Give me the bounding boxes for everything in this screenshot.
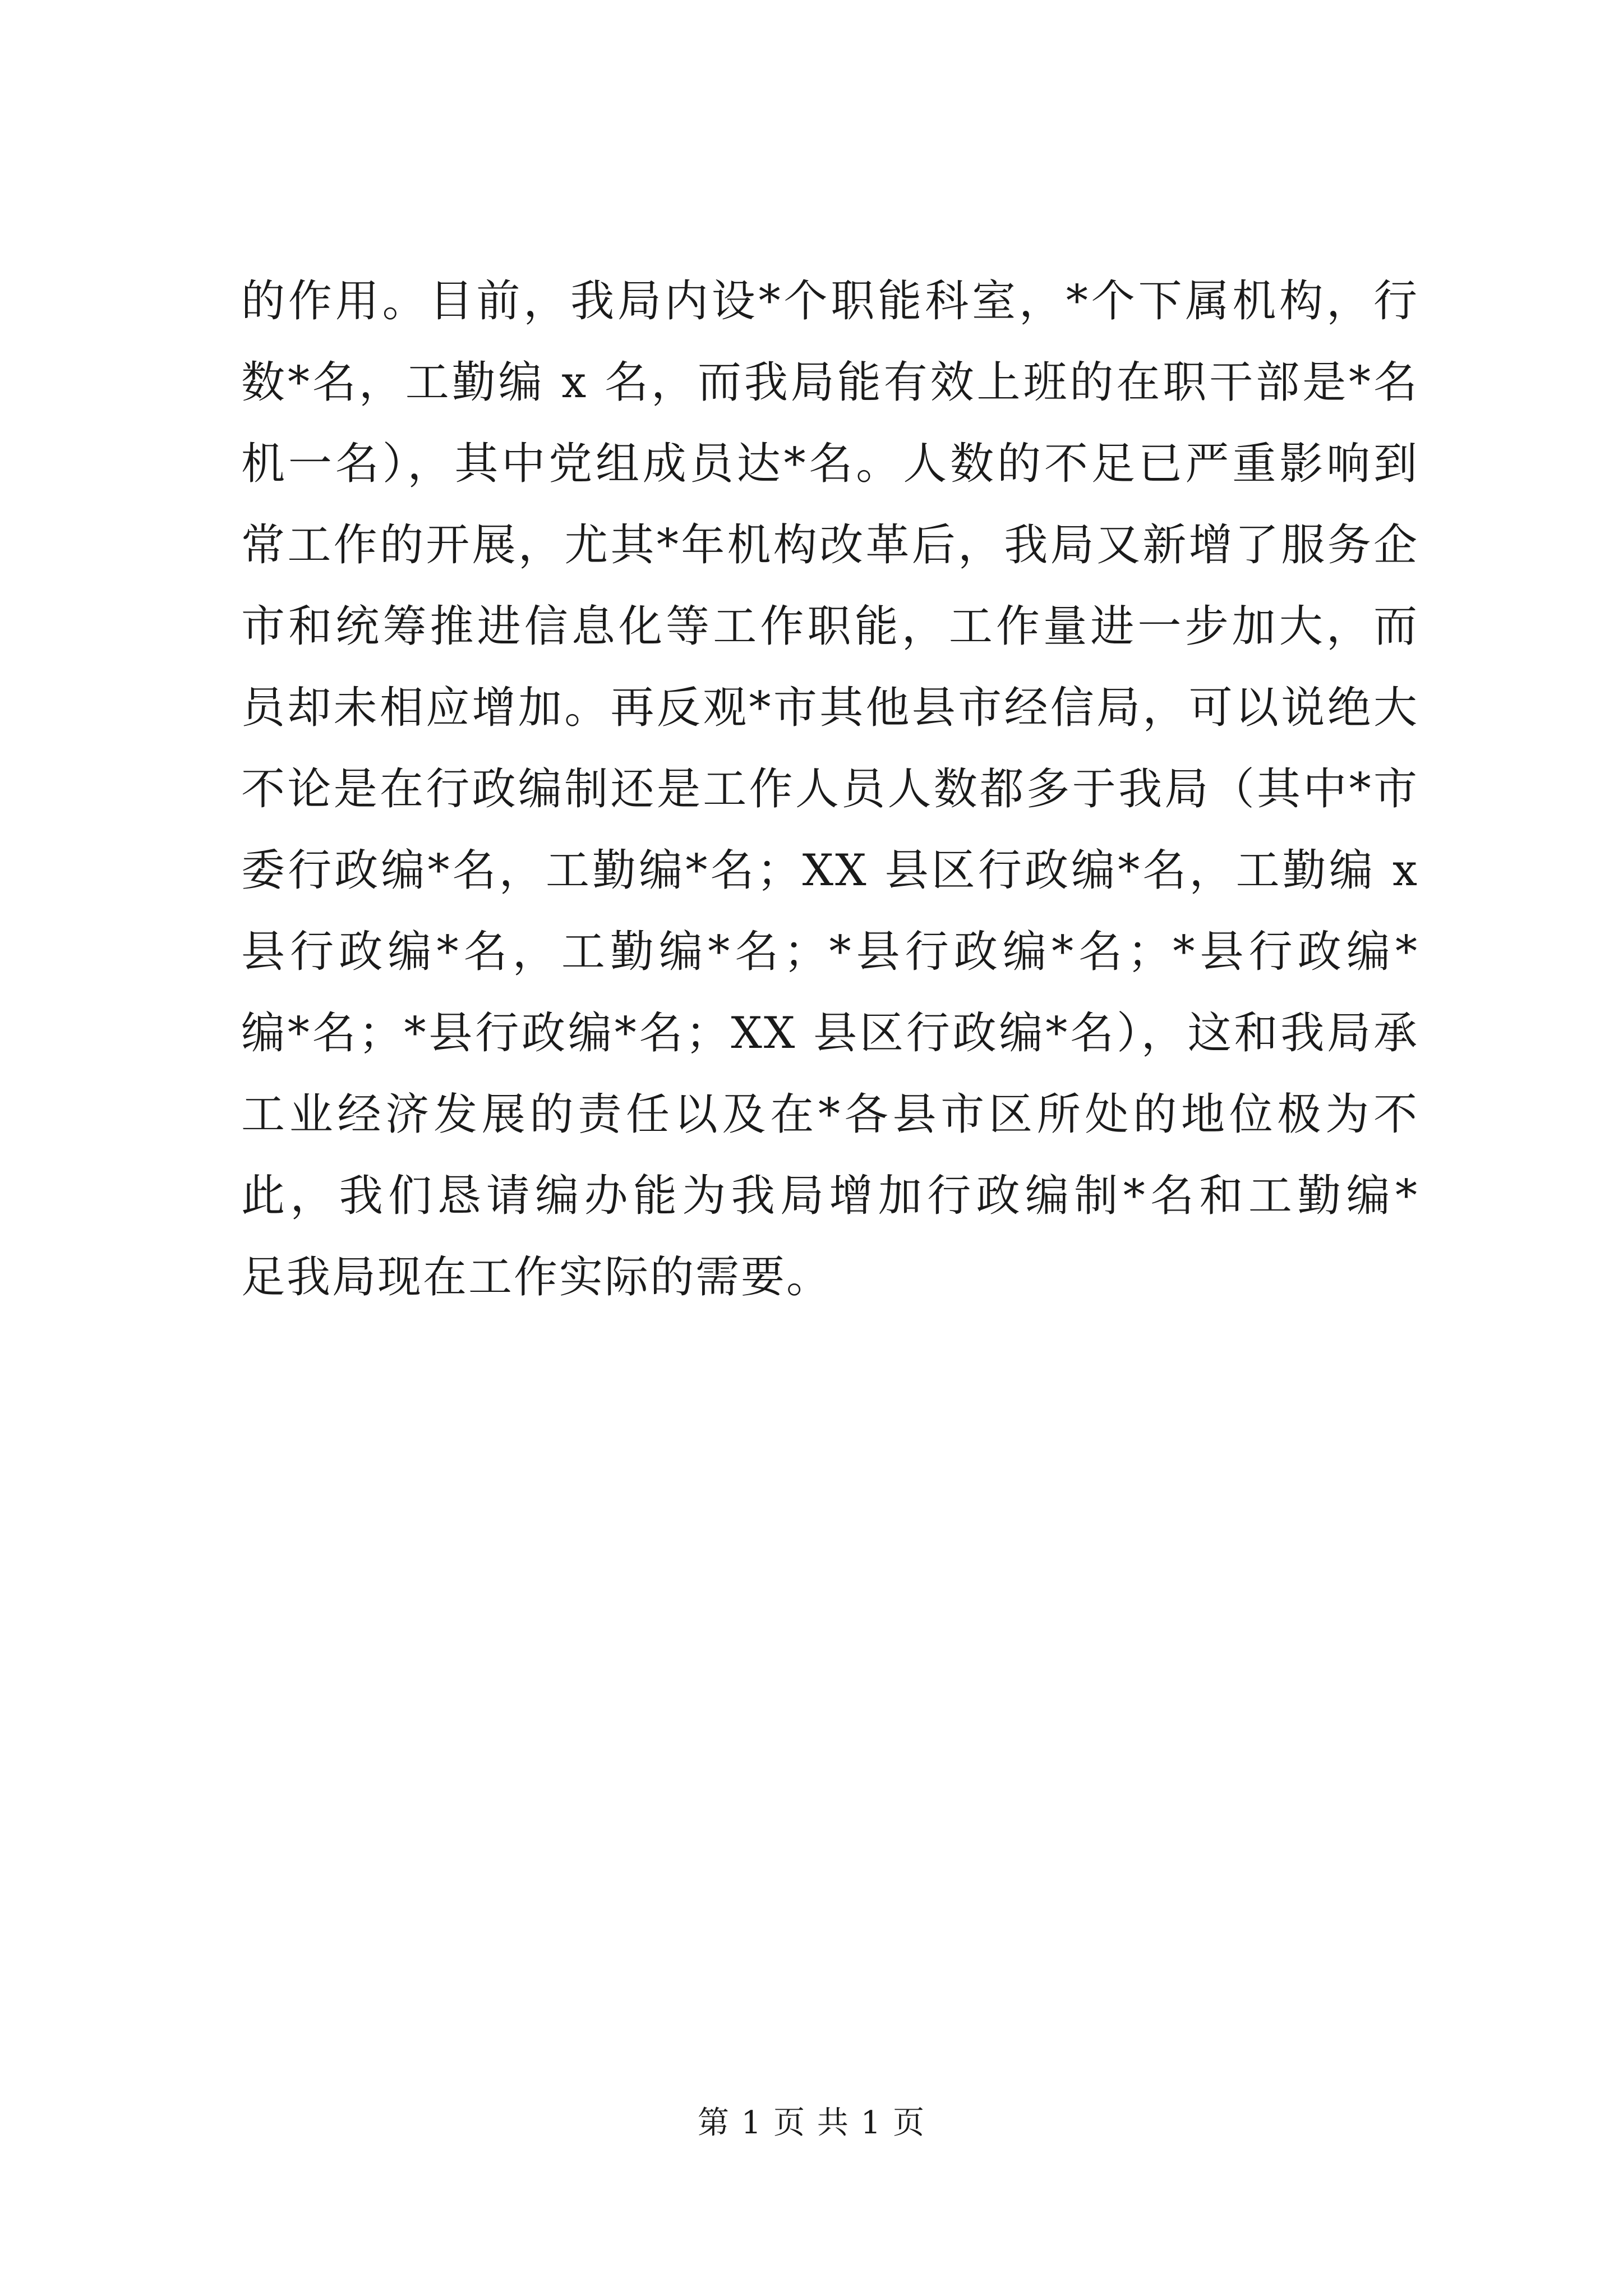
- text-line: 委行政编*名，工勤编*名；XX 县区行政编*名，工勤编 x: [241, 845, 1419, 896]
- text-line: 县行政编*名，工勤编*名；*县行政编*名；*县行政编*: [241, 927, 1419, 977]
- text-line: 工业经济发展的责任以及在*各县市区所处的地位极为不: [241, 1089, 1419, 1140]
- text-line: 此，我们恳请编办能为我局增加行政编制*名和工勤编*: [241, 1171, 1419, 1221]
- text-line: 数*名，工勤编 x 名，而我局能有效上班的在职干部是*名: [241, 357, 1419, 408]
- text-line: 机一名），其中党组成员达*名。人数的不足已严重影响到: [241, 439, 1419, 489]
- text-line: 市和统筹推进信息化等工作职能，工作量进一步加大，而: [241, 601, 1419, 652]
- text-line: 的作用。目前，我局内设*个职能科室，*个下属机构，行: [241, 276, 1419, 326]
- text-line: 常工作的开展，尤其*年机构改革后，我局又新增了服务企: [241, 520, 1419, 570]
- text-line: 不论是在行政编制还是工作人员人数都多于我局（其中*市: [241, 764, 1419, 815]
- text-line: 编*名；*县行政编*名；XX 县区行政编*名），这和我局承: [241, 1008, 1419, 1059]
- text-line: 足我局现在工作实际的需要。: [241, 1252, 832, 1303]
- page-footer: 第 1 页 共 1 页: [697, 2105, 926, 2141]
- text-line: 员却未相应增加。再反观*市其他县市经信局，可以说绝大: [241, 683, 1419, 733]
- body-paragraph: [241, 261, 1419, 1318]
